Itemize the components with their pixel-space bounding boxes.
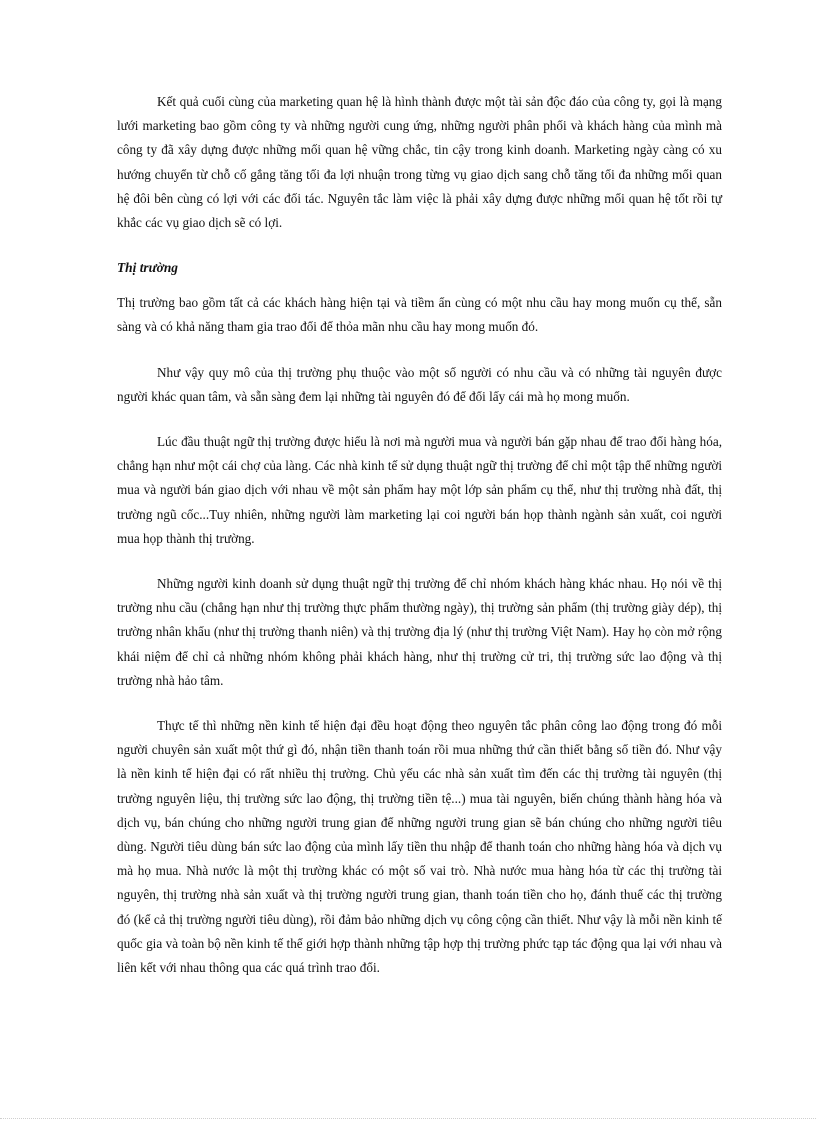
page-bottom-border xyxy=(0,1118,816,1119)
paragraph-market-term-history: Lúc đầu thuật ngữ thị trường được hiểu là nơi mà người mua và người bán gặp nhau để trao đổi hàng hóa, chẳng hạn như một cái chợ của làng. Các nhà kinh tế sử dụng thuật ngữ thị trường để chỉ một tập thể những người mua và người bán giao dịch với nhau về một sản phẩm hay một lớp sản phẩm cụ thể, như thị trường nhà đất, thị trường ngũ cốc...Tuy nhiên, những người làm marketing lại coi người bán họp thành ngành sản xuất, coi người mua họp thành thị trường. xyxy=(117,434,722,546)
section-heading: Thị trường xyxy=(117,260,178,276)
paragraph-relationship-marketing: Kết quả cuối cùng của marketing quan hệ là hình thành được một tài sản độc đáo của công ty, gọi là mạng lưới marketing bao gồm công ty và những người cung ứng, những người phân phối và khách hàng của mình mà công ty đã xây dựng được những mối quan hệ vững chắc, tin cậy trong kinh doanh. Marketing ngày càng có xu hướng chuyển từ chỗ cố gắng tăng tối đa lợi nhuận trong từng vụ giao dịch sang chỗ tăng tối đa những mối quan hệ đôi bên cùng có lợi với các đối tác. Nguyên tắc làm việc là phải xây dựng được những mối quan hệ tốt rồi tự khắc các vụ giao dịch sẽ có lợi. xyxy=(117,94,722,231)
paragraph-modern-economy: Thực tế thì những nền kinh tế hiện đại đều hoạt động theo nguyên tắc phân công lao động trong đó mỗi người chuyên sản xuất một thứ gì đó, nhận tiền thanh toán rồi mua những thứ cần thiết bằng số tiền đó. Như vậy là nền kinh tế hiện đại có rất nhiều thị trường. Chủ yếu các nhà sản xuất tìm đến các thị trường tài nguyên (thị trường nguyên liệu, thị trường sức lao động, thị trường tiền tệ...) mua tài nguyên, biến chúng thành hàng hóa và dịch vụ, bán chúng cho những người trung gian để những người trung gian sẽ bán chúng cho những người tiêu dùng. Người tiêu dùng bán sức lao động của mình lấy tiền thu nhập để thanh toán cho những hàng hóa và dịch vụ mà họ mua. Nhà nước là một thị trường khác có một số vai trò. Nhà nước mua hàng hóa từ các thị trường tài nguyên, thị trường nhà sản xuất và thị trường người trung gian, thanh toán tiền cho họ, đánh thuế các thị trường đó (kể cả thị trường người tiêu dùng), rồi đảm bảo những dịch vụ công cộng cần thiết. Như vậy là mỗi nền kinh tế quốc gia và toàn bộ nền kinh tế thế giới hợp thành những tập hợp thị trường phức tạp tác động qua lại với nhau và liên kết với nhau thông qua các quá trình trao đổi. xyxy=(117,718,722,976)
paragraph-market-definition: Thị trường bao gồm tất cả các khách hàng hiện tại và tiềm ẩn cùng có một nhu cầu hay mong muốn cụ thể, sẵn sàng và có khả năng tham gia trao đổi để thỏa mãn nhu cầu hay mong muốn đó. xyxy=(117,295,722,335)
paragraph-market-types: Những người kinh doanh sử dụng thuật ngữ thị trường để chỉ nhóm khách hàng khác nhau. Họ nói về thị trường nhu cầu (chẳng hạn như thị trường thực phẩm thường ngày), thị trường sản phẩm (thị trường giày dép), thị trường nhân khẩu (như thị trường thanh niên) và thị trường địa lý (như thị trường Việt Nam). Hay họ còn mở rộng khái niệm để chỉ cả những nhóm không phải khách hàng, như thị trường cử tri, thị trường sức lao động và thị trường nhà hảo tâm. xyxy=(117,576,722,688)
document-page xyxy=(117,90,722,1001)
paragraph-market-size: Như vậy quy mô của thị trường phụ thuộc vào một số người có nhu cầu và có những tài nguyên được người khác quan tâm, và sẵn sàng đem lại những tài nguyên đó để đổi lấy cái mà họ mong muốn. xyxy=(117,364,722,404)
